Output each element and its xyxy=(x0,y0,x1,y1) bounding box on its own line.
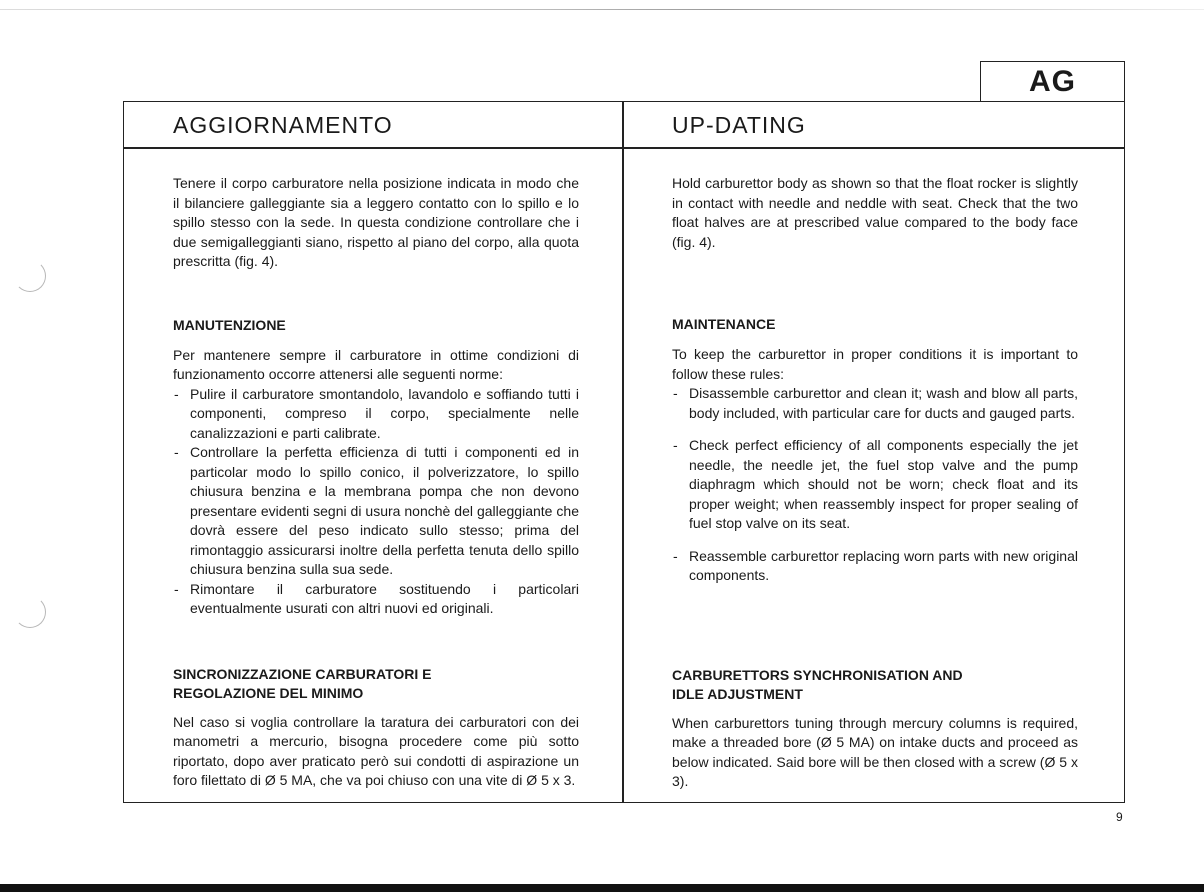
sync-heading-line-2: REGOLAZIONE DEL MINIMO xyxy=(173,684,364,701)
intro-paragraph: Tenere il corpo carburatore nella posizione indicata in modo che il bilanciere galleggiante sia a leggero contatto con lo spillo e lo spillo stesso con la sede. In questa condizione controllare che i due semigalleggianti siano, rispetto al piano del corpo, alla quota prescritta (fig. 4). xyxy=(173,175,579,269)
list-item: - Reassemble carburettor replacing worn parts with new original components. xyxy=(672,547,1078,586)
punch-hole-top xyxy=(14,260,46,292)
english-column xyxy=(672,174,1078,792)
section-title-english: UP-DATING xyxy=(672,112,806,138)
italian-column xyxy=(173,174,579,791)
sync-heading-line-1: SINCRONIZZAZIONE CARBURATORI E xyxy=(173,665,432,682)
page-frame xyxy=(123,101,1125,803)
sync-heading-line-2: IDLE ADJUSTMENT xyxy=(672,685,803,702)
section-code: AG xyxy=(1029,65,1076,98)
page-number: 9 xyxy=(1116,810,1123,824)
list-item: - Controllare la perfetta efficienza di tutti i componenti ed in particolar modo lo spillo conico, il polverizzatore, lo spillo chiusura benzina e la membrana pompa che non devono presentare evidenti segni di usura nonchè del galleggiante che dovrà essere del peso indicato sullo stesso; prima del rimontaggio assicurarsi inoltre della perfetta tenuta dello spillo chiusura benzina sulla sua sede. xyxy=(173,443,579,580)
maintenance-heading: MAINTENANCE xyxy=(672,316,776,332)
sync-heading-line-1: CARBURETTORS SYNCHRONISATION AND xyxy=(672,666,963,683)
column-divider xyxy=(622,102,624,802)
sync-paragraph: When carburettors tuning through mercury columns is required, make a threaded bore (Ø 5 MA) on intake ducts and proceed as below indicated. Said bore will be then closed with a screw (Ø 5 x 3). xyxy=(672,714,1078,789)
header-rule xyxy=(124,147,1124,149)
intro-paragraph: Hold carburettor body as shown so that the float rocker is slightly in contact with needle and neddle with seat. Check that the two float halves are at prescribed value compared to the body face (fig. 4). xyxy=(672,175,1078,250)
section-code-box xyxy=(980,61,1125,102)
maintenance-paragraph: Per mantenere sempre il carburatore in ottime condizioni di funzionamento occorre attenersi alle seguenti norme: xyxy=(173,346,579,382)
scan-edge-band xyxy=(0,884,1204,892)
list-item: - Pulire il carburatore smontandolo, lavandolo e soffiando tutti i componenti, compreso il corpo, specialmente nelle canalizzazioni e parti calibrate. xyxy=(173,385,579,444)
maintenance-heading: MANUTENZIONE xyxy=(173,316,286,333)
scan-edge-line xyxy=(0,9,1204,10)
section-title-italian: AGGIORNAMENTO xyxy=(173,112,393,138)
maintenance-list xyxy=(672,384,1078,586)
maintenance-list xyxy=(173,385,579,619)
sync-paragraph: Nel caso si voglia controllare la taratura dei carburatori con dei manometri a mercurio, bisogna procedere come più sotto riportato, dopo aver praticato però sui condotti di aspirazione un foro filettato di Ø 5 MA, che va poi chiuso con una vite di Ø 5 x 3. xyxy=(173,713,579,788)
list-item: - Check perfect efficiency of all components especially the jet needle, the needle jet, the fuel stop valve and the pump diaphragm which should not be worn; check float and its proper weight; when reassembly inspect for proper sealing of fuel stop valve on its seat. xyxy=(672,436,1078,534)
punch-hole-bottom xyxy=(14,596,46,628)
maintenance-paragraph: To keep the carburettor in proper conditions it is important to follow these rules: xyxy=(672,346,1078,382)
list-item: - Rimontare il carburatore sostituendo i particolari eventualmente usurati con altri nuovi ed originali. xyxy=(173,580,579,619)
list-item: - Disassemble carburettor and clean it; wash and blow all parts, body included, with particular care for ducts and gauged parts. xyxy=(672,384,1078,423)
